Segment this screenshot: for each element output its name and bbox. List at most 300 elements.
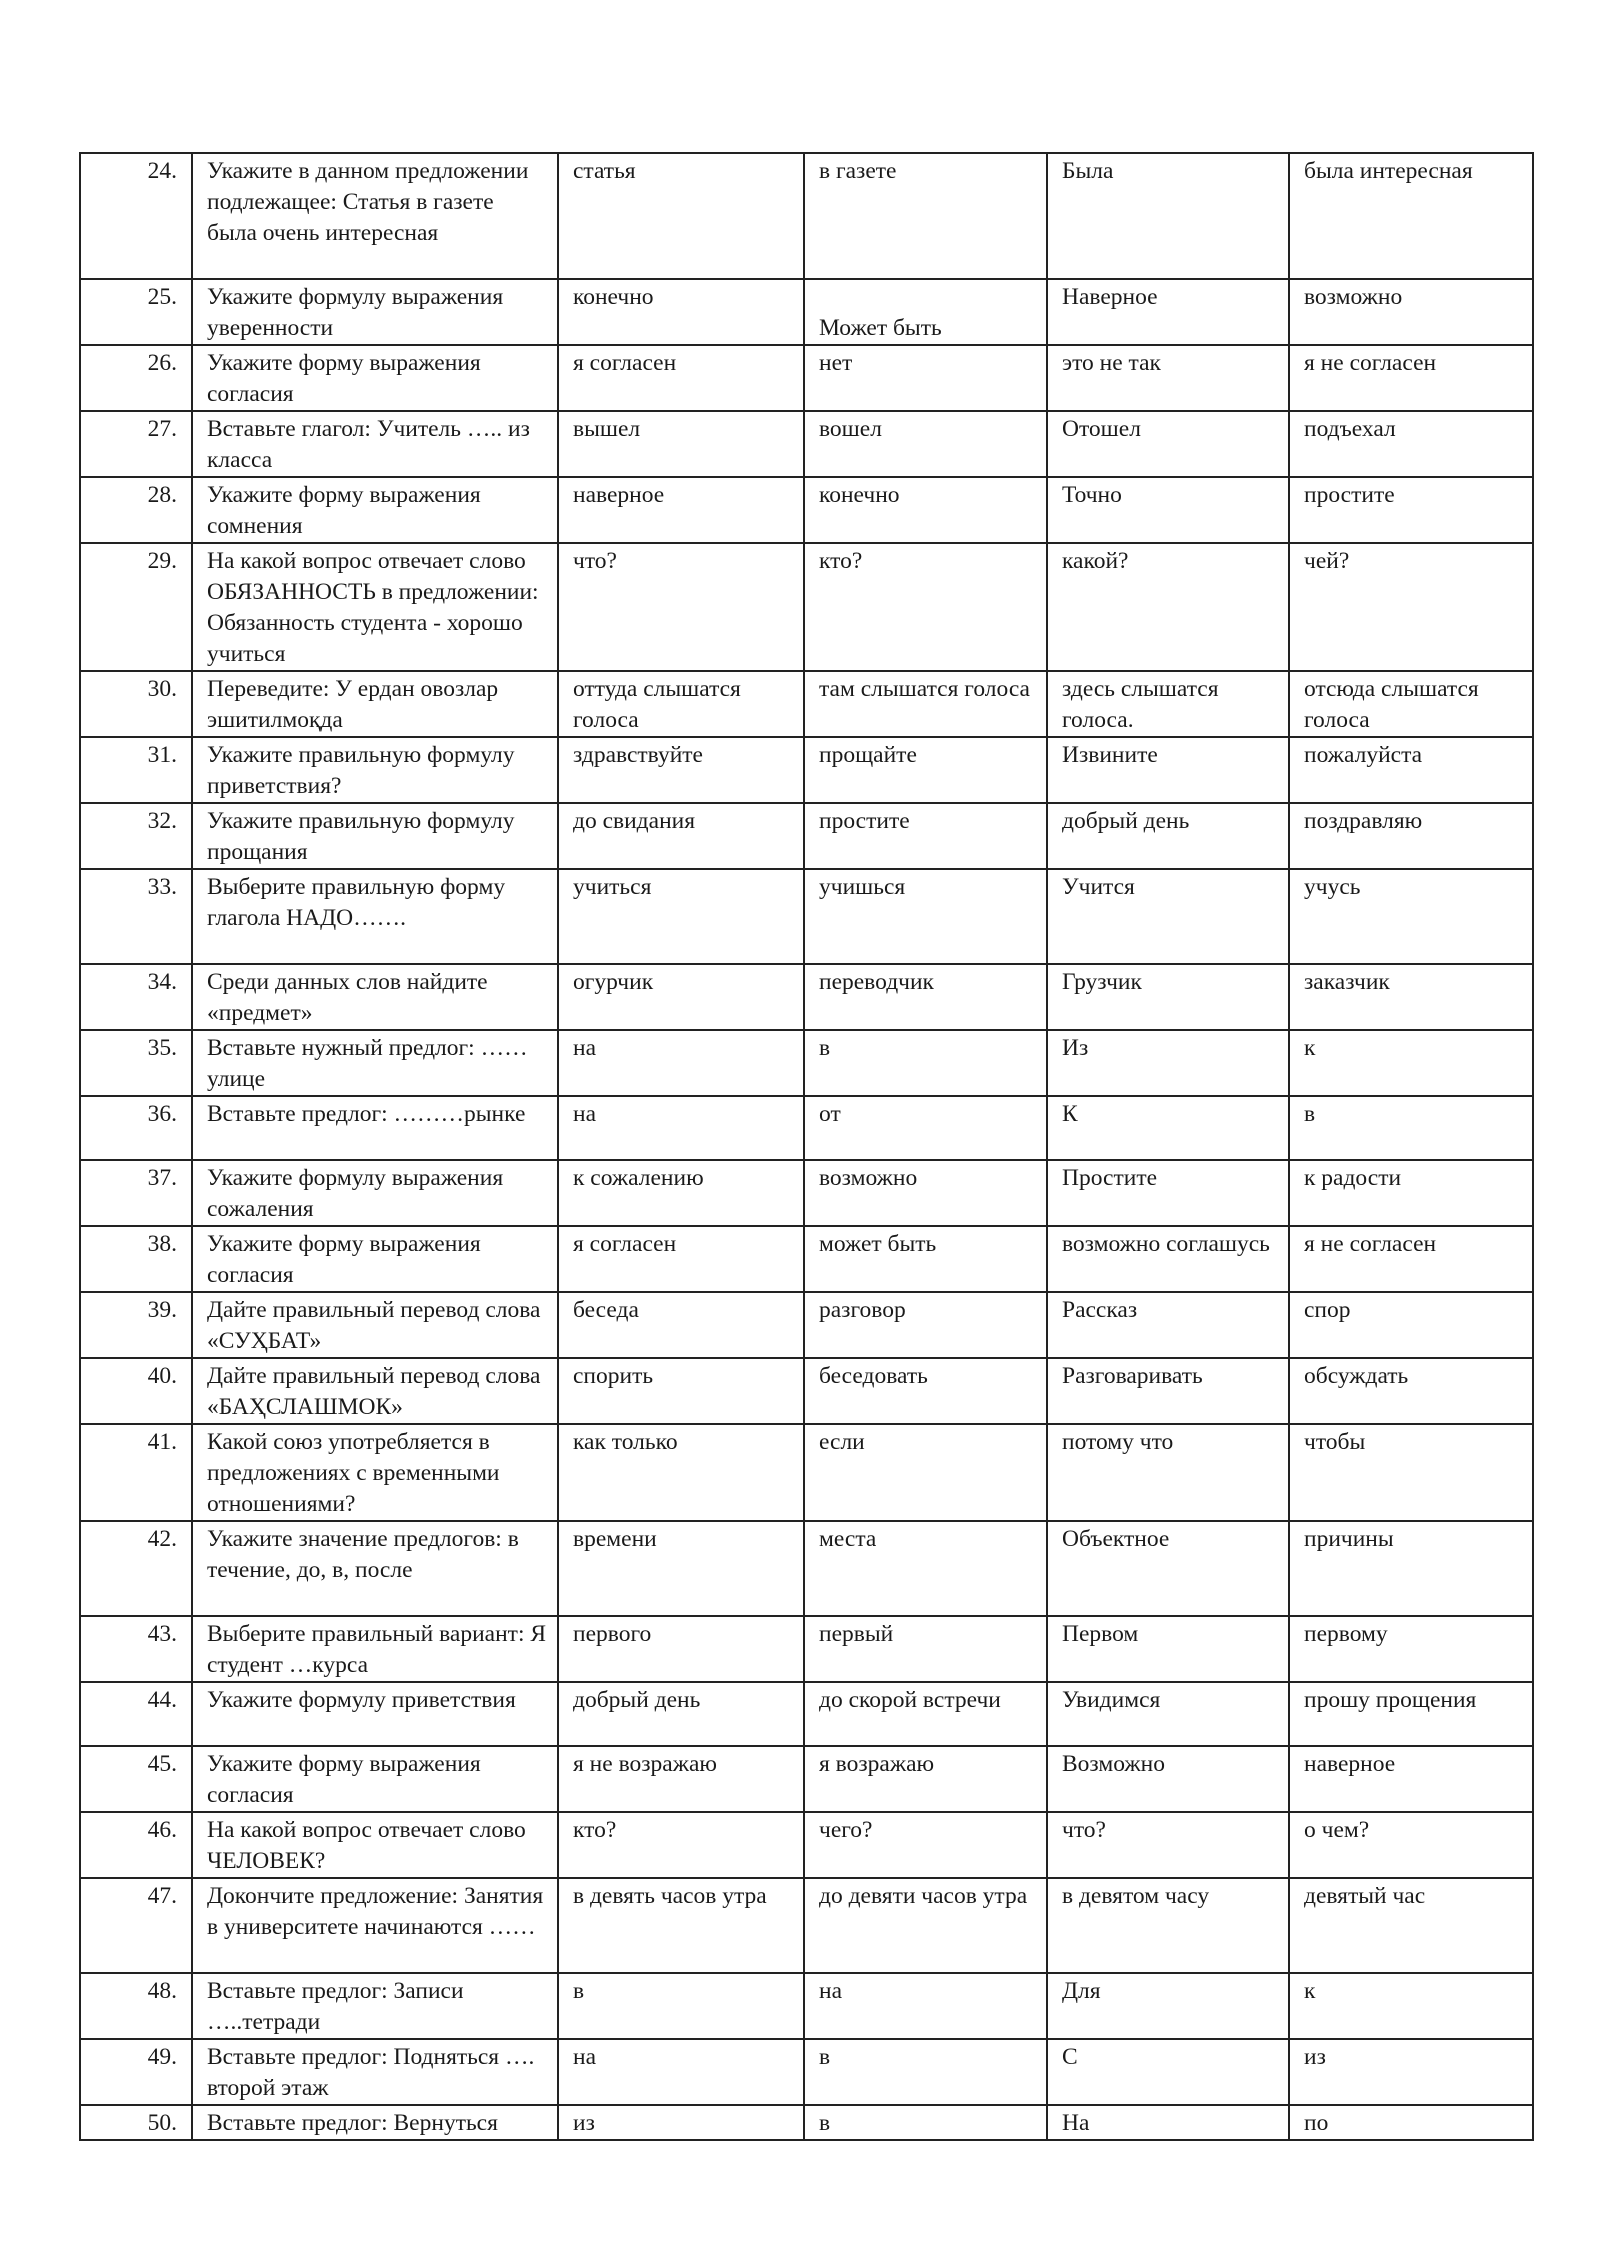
question-number-cell <box>80 1616 192 1682</box>
answer-option-a-cell <box>558 153 804 279</box>
question-text: Вставьте нужный предлог: ……улице <box>207 1035 528 1092</box>
answer-option-d: отсюда слышатся голоса <box>1304 676 1479 733</box>
table-row <box>80 153 1533 279</box>
answer-option-d: спор <box>1304 1297 1351 1323</box>
question-number: 43. <box>147 1621 177 1647</box>
answer-option-d: учусь <box>1304 874 1361 900</box>
answer-option-c: Извините <box>1062 742 1158 768</box>
answer-option-a: из <box>573 2110 595 2136</box>
answer-option-d-cell <box>1289 1521 1533 1616</box>
question-text: Дайте правильный перевод слова «БАҲСЛАШМОК» <box>207 1363 541 1420</box>
answer-option-a-cell <box>558 1878 804 1973</box>
question-number: 24. <box>147 158 177 184</box>
answer-option-a: как только <box>573 1429 678 1455</box>
answer-option-d-cell <box>1289 1616 1533 1682</box>
question-text-cell <box>192 153 558 279</box>
question-number: 45. <box>147 1751 177 1777</box>
answer-option-b: нет <box>819 350 853 376</box>
answer-option-d-cell <box>1289 2039 1533 2105</box>
question-number-cell <box>80 1226 192 1292</box>
answer-option-a: в девять часов утра <box>573 1883 767 1909</box>
question-text: Укажите правильную формулу приветствия? <box>207 742 515 799</box>
answer-option-a-cell <box>558 1616 804 1682</box>
answer-option-d: девятый час <box>1304 1883 1426 1909</box>
question-number: 25. <box>147 284 177 310</box>
question-number-cell <box>80 1096 192 1160</box>
answer-option-c: Из <box>1062 1035 1089 1061</box>
question-number: 47. <box>147 1883 177 1909</box>
question-number-cell <box>80 345 192 411</box>
answer-option-d: причины <box>1304 1526 1394 1552</box>
table-row <box>80 543 1533 671</box>
answer-option-b-cell <box>804 1682 1047 1746</box>
answer-option-a-cell <box>558 477 804 543</box>
answer-option-a-cell <box>558 964 804 1030</box>
question-number-cell <box>80 1292 192 1358</box>
answer-option-b: я возражаю <box>819 1751 935 1777</box>
answer-option-b: от <box>819 1101 841 1127</box>
question-text-cell <box>192 477 558 543</box>
table-body <box>80 153 1533 2140</box>
question-text-cell <box>192 803 558 869</box>
answer-option-a-cell <box>558 737 804 803</box>
answer-option-a-cell <box>558 345 804 411</box>
table-row <box>80 1746 1533 1812</box>
answer-option-b-cell <box>804 477 1047 543</box>
answer-option-b-cell <box>804 2105 1047 2140</box>
answer-option-b-cell <box>804 1424 1047 1521</box>
question-text-cell <box>192 345 558 411</box>
question-number-cell <box>80 1521 192 1616</box>
answer-option-a-cell <box>558 279 804 345</box>
document-page <box>79 152 1532 2141</box>
question-number: 40. <box>147 1363 177 1389</box>
answer-option-b: Может быть <box>819 315 942 341</box>
question-text-cell <box>192 2039 558 2105</box>
answer-option-c-cell <box>1047 1292 1289 1358</box>
answer-option-a: вышел <box>573 416 641 442</box>
table-row <box>80 803 1533 869</box>
answer-option-b-cell <box>804 1616 1047 1682</box>
question-text: Вставьте предлог: Записи …..тетради <box>207 1978 464 2035</box>
answer-option-a-cell <box>558 1812 804 1878</box>
answer-option-b-cell <box>804 1358 1047 1424</box>
answer-option-d: к <box>1304 1978 1316 2004</box>
answer-option-a: спорить <box>573 1363 654 1389</box>
answer-option-d: к радости <box>1304 1165 1402 1191</box>
question-number-cell <box>80 1746 192 1812</box>
table-row <box>80 1292 1533 1358</box>
question-number: 37. <box>147 1165 177 1191</box>
question-text: Вставьте глагол: Учитель ….. из класса <box>207 416 530 473</box>
answer-option-c-cell <box>1047 1160 1289 1226</box>
answer-option-b: может быть <box>819 1231 937 1257</box>
question-number: 35. <box>147 1035 177 1061</box>
answer-option-d: о чем? <box>1304 1817 1370 1843</box>
answer-option-d: наверное <box>1304 1751 1396 1777</box>
answer-option-b-cell <box>804 153 1047 279</box>
answer-option-d: возможно <box>1304 284 1403 310</box>
question-text: Укажите правильную формулу прощания <box>207 808 515 865</box>
question-number: 29. <box>147 548 177 574</box>
question-text-cell <box>192 543 558 671</box>
answer-option-a-cell <box>558 1226 804 1292</box>
answer-option-c-cell <box>1047 279 1289 345</box>
question-text: На какой вопрос отвечает слово ЧЕЛОВЕК? <box>207 1817 526 1874</box>
answer-option-c-cell <box>1047 477 1289 543</box>
answer-option-b-cell <box>804 803 1047 869</box>
answer-option-d: к <box>1304 1035 1316 1061</box>
question-number-cell <box>80 869 192 964</box>
table-row <box>80 1616 1533 1682</box>
answer-option-c: какой? <box>1062 548 1129 574</box>
answer-option-a-cell <box>558 2039 804 2105</box>
answer-option-b: простите <box>819 808 910 834</box>
table-row <box>80 1521 1533 1616</box>
answer-option-a: наверное <box>573 482 665 508</box>
answer-option-c: Была <box>1062 158 1114 184</box>
answer-option-d-cell <box>1289 737 1533 803</box>
answer-option-c-cell <box>1047 153 1289 279</box>
question-text-cell <box>192 737 558 803</box>
answer-option-b: конечно <box>819 482 900 508</box>
answer-option-a-cell <box>558 1521 804 1616</box>
answer-option-c: возможно соглашусь <box>1062 1231 1270 1257</box>
table-row <box>80 1682 1533 1746</box>
answer-option-d: заказчик <box>1304 969 1390 995</box>
answer-option-b-cell <box>804 737 1047 803</box>
question-text: На какой вопрос отвечает слово ОБЯЗАННОСТЬ в предложении: Обязанность студента - хорошо учиться <box>207 548 539 667</box>
table-row <box>80 1973 1533 2039</box>
question-number: 36. <box>147 1101 177 1127</box>
question-number-cell <box>80 964 192 1030</box>
answer-option-c-cell <box>1047 1682 1289 1746</box>
answer-option-c-cell <box>1047 345 1289 411</box>
answer-option-d-cell <box>1289 153 1533 279</box>
answer-option-b-cell <box>804 1292 1047 1358</box>
question-text-cell <box>192 279 558 345</box>
question-text: Укажите форму выражения согласия <box>207 1751 481 1808</box>
question-text: Вставьте предлог: Вернуться <box>207 2110 498 2136</box>
answer-option-c: С <box>1062 2044 1078 2070</box>
question-text: Укажите формулу выражения уверенности <box>207 284 504 341</box>
table-row <box>80 2105 1533 2140</box>
question-number: 49. <box>147 2044 177 2070</box>
answer-option-a: на <box>573 1035 597 1061</box>
answer-option-d: прошу прощения <box>1304 1687 1477 1713</box>
answer-option-d-cell <box>1289 279 1533 345</box>
answer-option-d-cell <box>1289 1812 1533 1878</box>
answer-option-d-cell <box>1289 1160 1533 1226</box>
answer-option-c: это не так <box>1062 350 1161 376</box>
answer-option-c: Для <box>1062 1978 1101 2004</box>
table-row <box>80 1424 1533 1521</box>
answer-option-d-cell <box>1289 1030 1533 1096</box>
answer-option-b-cell <box>804 279 1047 345</box>
answer-option-b-cell <box>804 345 1047 411</box>
question-text: Укажите форму выражения сомнения <box>207 482 481 539</box>
question-number-cell <box>80 2039 192 2105</box>
answer-option-c-cell <box>1047 1424 1289 1521</box>
answer-option-b: учишься <box>819 874 906 900</box>
answer-option-d-cell <box>1289 543 1533 671</box>
answer-option-b: до скорой встречи <box>819 1687 1001 1713</box>
question-text-cell <box>192 869 558 964</box>
answer-option-b: прощайте <box>819 742 917 768</box>
answer-option-c: Объектное <box>1062 1526 1170 1552</box>
question-number: 28. <box>147 482 177 508</box>
answer-option-b-cell <box>804 1521 1047 1616</box>
question-number: 30. <box>147 676 177 702</box>
question-number: 50. <box>147 2110 177 2136</box>
test-questions-table <box>79 152 1534 2141</box>
answer-option-b-cell <box>804 1226 1047 1292</box>
answer-option-a: статья <box>573 158 636 184</box>
question-number-cell <box>80 1682 192 1746</box>
question-text: Укажите формулу приветствия <box>207 1687 516 1713</box>
answer-option-a-cell <box>558 803 804 869</box>
answer-option-b: на <box>819 1978 843 2004</box>
answer-option-a-cell <box>558 1030 804 1096</box>
answer-option-d-cell <box>1289 869 1533 964</box>
answer-option-d-cell <box>1289 477 1533 543</box>
answer-option-b-cell <box>804 411 1047 477</box>
answer-option-d-cell <box>1289 671 1533 737</box>
answer-option-c-cell <box>1047 1358 1289 1424</box>
answer-option-c-cell <box>1047 1096 1289 1160</box>
answer-option-a-cell <box>558 671 804 737</box>
answer-option-b: в <box>819 2044 831 2070</box>
answer-option-c-cell <box>1047 1030 1289 1096</box>
question-number: 44. <box>147 1687 177 1713</box>
answer-option-b: разговор <box>819 1297 906 1323</box>
question-number-cell <box>80 477 192 543</box>
question-text-cell <box>192 671 558 737</box>
answer-option-c: На <box>1062 2110 1090 2136</box>
answer-option-d: я не согласен <box>1304 350 1437 376</box>
table-row <box>80 477 1533 543</box>
answer-option-c: Первом <box>1062 1621 1139 1647</box>
answer-option-d: обсуждать <box>1304 1363 1409 1389</box>
answer-option-c-cell <box>1047 869 1289 964</box>
question-number-cell <box>80 1030 192 1096</box>
question-text: Укажите значение предлогов: в течение, до, в, после <box>207 1526 519 1583</box>
question-text-cell <box>192 1682 558 1746</box>
question-number: 27. <box>147 416 177 442</box>
answer-option-b: места <box>819 1526 877 1552</box>
answer-option-d-cell <box>1289 2105 1533 2140</box>
question-number-cell <box>80 803 192 869</box>
answer-option-a-cell <box>558 411 804 477</box>
answer-option-d: поздравляю <box>1304 808 1423 834</box>
answer-option-c-cell <box>1047 671 1289 737</box>
answer-option-d-cell <box>1289 1292 1533 1358</box>
answer-option-a-cell <box>558 869 804 964</box>
answer-option-d: пожалуйста <box>1304 742 1423 768</box>
answer-option-b-cell <box>804 1096 1047 1160</box>
answer-option-d-cell <box>1289 1746 1533 1812</box>
answer-option-d: чей? <box>1304 548 1350 574</box>
answer-option-b: в <box>819 1035 831 1061</box>
answer-option-d: в <box>1304 1101 1316 1127</box>
answer-option-a: беседа <box>573 1297 639 1323</box>
answer-option-d-cell <box>1289 803 1533 869</box>
answer-option-b-cell <box>804 1160 1047 1226</box>
answer-option-d: по <box>1304 2110 1329 2136</box>
question-number: 38. <box>147 1231 177 1257</box>
answer-option-b: в <box>819 2110 831 2136</box>
table-row <box>80 1096 1533 1160</box>
question-number: 42. <box>147 1526 177 1552</box>
answer-option-a: на <box>573 1101 597 1127</box>
answer-option-a: в <box>573 1978 585 2004</box>
answer-option-c-cell <box>1047 1812 1289 1878</box>
question-text: Вставьте предлог: ………рынке <box>207 1101 526 1127</box>
answer-option-a: здравствуйте <box>573 742 703 768</box>
question-number-cell <box>80 411 192 477</box>
table-row <box>80 1358 1533 1424</box>
answer-option-c: Увидимся <box>1062 1687 1161 1713</box>
answer-option-b: чего? <box>819 1817 873 1843</box>
question-text: Выберите правильный вариант: Я студент …курса <box>207 1621 547 1678</box>
question-number: 32. <box>147 808 177 834</box>
answer-option-d: чтобы <box>1304 1429 1366 1455</box>
answer-option-c: К <box>1062 1101 1078 1127</box>
table-row <box>80 2039 1533 2105</box>
table-row <box>80 411 1533 477</box>
question-text-cell <box>192 1973 558 2039</box>
answer-option-b-cell <box>804 1812 1047 1878</box>
answer-option-a: на <box>573 2044 597 2070</box>
answer-option-a-cell <box>558 1160 804 1226</box>
answer-option-c-cell <box>1047 1226 1289 1292</box>
question-number-cell <box>80 671 192 737</box>
question-number-cell <box>80 1424 192 1521</box>
answer-option-a: огурчик <box>573 969 654 995</box>
question-text-cell <box>192 411 558 477</box>
table-row <box>80 737 1533 803</box>
answer-option-a: первого <box>573 1621 652 1647</box>
answer-option-a-cell <box>558 1746 804 1812</box>
answer-option-d: из <box>1304 2044 1326 2070</box>
answer-option-b-cell <box>804 869 1047 964</box>
answer-option-c-cell <box>1047 1746 1289 1812</box>
answer-option-c: Наверное <box>1062 284 1158 310</box>
answer-option-a: добрый день <box>573 1687 701 1713</box>
question-number: 33. <box>147 874 177 900</box>
answer-option-c-cell <box>1047 1973 1289 2039</box>
question-text-cell <box>192 1521 558 1616</box>
question-number: 46. <box>147 1817 177 1843</box>
question-text-cell <box>192 964 558 1030</box>
answer-option-b: если <box>819 1429 865 1455</box>
answer-option-c-cell <box>1047 543 1289 671</box>
question-text-cell <box>192 1292 558 1358</box>
answer-option-c-cell <box>1047 1616 1289 1682</box>
answer-option-b: беседовать <box>819 1363 928 1389</box>
answer-option-a: кто? <box>573 1817 617 1843</box>
question-text-cell <box>192 1424 558 1521</box>
answer-option-a-cell <box>558 2105 804 2140</box>
answer-option-a: оттуда слышатся голоса <box>573 676 741 733</box>
answer-option-c-cell <box>1047 964 1289 1030</box>
question-text: Укажите формулу выражения сожаления <box>207 1165 504 1222</box>
answer-option-c-cell <box>1047 1878 1289 1973</box>
question-number-cell <box>80 1973 192 2039</box>
answer-option-d: была интересная <box>1304 158 1473 184</box>
answer-option-b: в газете <box>819 158 897 184</box>
answer-option-a: я не возражаю <box>573 1751 717 1777</box>
table-row <box>80 279 1533 345</box>
answer-option-b: возможно <box>819 1165 918 1191</box>
question-number: 41. <box>147 1429 177 1455</box>
table-row <box>80 1878 1533 1973</box>
question-number-cell <box>80 279 192 345</box>
table-row <box>80 1226 1533 1292</box>
table-row <box>80 964 1533 1030</box>
answer-option-c-cell <box>1047 803 1289 869</box>
answer-option-d-cell <box>1289 964 1533 1030</box>
answer-option-d-cell <box>1289 1682 1533 1746</box>
answer-option-a: учиться <box>573 874 652 900</box>
answer-option-a: к сожалению <box>573 1165 704 1191</box>
answer-option-d-cell <box>1289 1358 1533 1424</box>
question-text: Выберите правильную форму глагола НАДО……. <box>207 874 506 931</box>
answer-option-b-cell <box>804 1746 1047 1812</box>
question-text-cell <box>192 1878 558 1973</box>
answer-option-d-cell <box>1289 1226 1533 1292</box>
answer-option-a: времени <box>573 1526 657 1552</box>
answer-option-b-cell <box>804 1878 1047 1973</box>
answer-option-c: Рассказ <box>1062 1297 1138 1323</box>
question-number-cell <box>80 543 192 671</box>
question-text-cell <box>192 1096 558 1160</box>
answer-option-c-cell <box>1047 737 1289 803</box>
question-number-cell <box>80 1812 192 1878</box>
question-number: 48. <box>147 1978 177 2004</box>
answer-option-b-cell <box>804 671 1047 737</box>
question-number-cell <box>80 737 192 803</box>
answer-option-c: Возможно <box>1062 1751 1165 1777</box>
answer-option-c: Простите <box>1062 1165 1158 1191</box>
answer-option-a-cell <box>558 1096 804 1160</box>
answer-option-b-cell <box>804 964 1047 1030</box>
question-text: Вставьте предлог: Подняться …. второй этаж <box>207 2044 535 2101</box>
question-text-cell <box>192 1226 558 1292</box>
question-number-cell <box>80 1878 192 1973</box>
answer-option-b: переводчик <box>819 969 934 995</box>
question-number-cell <box>80 1160 192 1226</box>
table-row <box>80 1160 1533 1226</box>
question-text: Дайте правильный перевод слова «СУҲБАТ» <box>207 1297 541 1354</box>
answer-option-d: простите <box>1304 482 1395 508</box>
answer-option-a: я согласен <box>573 1231 677 1257</box>
question-number-cell <box>80 2105 192 2140</box>
answer-option-b: там слышатся голоса <box>819 676 1030 702</box>
answer-option-c: здесь слышатся голоса. <box>1062 676 1219 733</box>
answer-option-b-cell <box>804 1030 1047 1096</box>
answer-option-c: Отошел <box>1062 416 1141 442</box>
question-text: Переведите: У ердан овозлар эшитилмоқда <box>207 676 499 733</box>
answer-option-c: добрый день <box>1062 808 1190 834</box>
question-number-cell <box>80 1358 192 1424</box>
table-row <box>80 1812 1533 1878</box>
answer-option-c: потому что <box>1062 1429 1174 1455</box>
answer-option-b: кто? <box>819 548 863 574</box>
answer-option-c: Разговаривать <box>1062 1363 1203 1389</box>
answer-option-c: Грузчик <box>1062 969 1142 995</box>
answer-option-d: я не согласен <box>1304 1231 1437 1257</box>
